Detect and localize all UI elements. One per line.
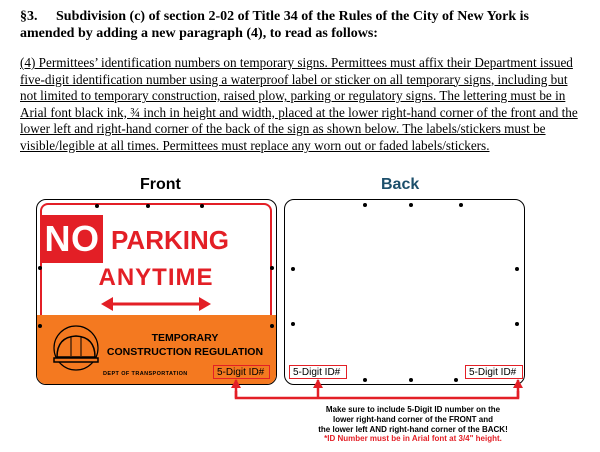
back-right-id-label: 5-Digit ID#	[469, 367, 517, 378]
hard-hat-icon	[49, 325, 103, 371]
front-sign	[36, 199, 277, 385]
parking-text: PARKING	[111, 225, 229, 255]
id-placement-note	[268, 405, 558, 435]
section-heading-text: Subdivision (c) of section 2-02 of Title 34 of the Rules of the City of New York is amended by adding a new paragraph (4), to read as follows:	[20, 9, 530, 41]
mounting-hole	[38, 266, 42, 270]
mounting-hole	[38, 324, 42, 328]
construction-regulation-line: CONSTRUCTION REGULATION	[106, 346, 264, 358]
dept-of-transportation-text: DEPT OF TRANSPORTATION	[103, 371, 188, 377]
front-id-label: 5-Digit ID#	[217, 367, 265, 378]
mounting-hole	[515, 267, 519, 271]
mounting-hole	[200, 204, 204, 208]
anytime-text: ANYTIME	[98, 264, 214, 291]
back-sign	[284, 199, 525, 385]
mounting-hole	[291, 267, 295, 271]
temporary-line: TEMPORARY	[151, 332, 219, 344]
note-line-2: lower right-hand corner of the FRONT and	[333, 415, 493, 424]
back-left-id-label: 5-Digit ID#	[293, 367, 341, 378]
mounting-hole	[515, 322, 519, 326]
double-arrow-icon	[101, 296, 211, 312]
section-number: §3.	[20, 9, 38, 24]
note-line-1: Make sure to include 5-Digit ID number on the	[325, 405, 501, 414]
front-label: Front	[140, 176, 181, 193]
mounting-hole	[409, 203, 413, 207]
mounting-hole	[409, 378, 413, 382]
mounting-hole	[459, 203, 463, 207]
mounting-hole	[146, 204, 150, 208]
note-line-3: the lower left AND right-hand corner of the BACK!	[318, 425, 508, 434]
mounting-hole	[270, 266, 274, 270]
font-requirement-note: *ID Number must be in Arial font at 3/4" height.	[324, 434, 502, 443]
back-label: Back	[381, 176, 420, 193]
amendment-paragraph: (4) Permittees’ identification numbers on temporary signs. Permittees must affix their Department issued five-digit identification number using a waterproof label or sticker on all temporary signs, including but not limited to temporary construction, raised plow, parking or regulatory signs. The lettering must be in Arial font black ink, ¾ inch in height and width, placed at the lower right-hand corner of the front and the lower left and right-hand corner of the back of the sign as shown below. The labels/stickers must be visible/legible at all times. Permittees must replace any worn out or faded labels/stickers.	[20, 55, 578, 153]
mounting-hole	[95, 204, 99, 208]
mounting-hole	[454, 378, 458, 382]
section-heading	[20, 8, 585, 42]
mounting-hole	[291, 322, 295, 326]
mounting-hole	[270, 324, 274, 328]
mounting-hole	[363, 203, 367, 207]
no-text: NO	[44, 218, 100, 259]
mounting-hole	[363, 378, 367, 382]
temporary-construction-text	[99, 331, 271, 359]
